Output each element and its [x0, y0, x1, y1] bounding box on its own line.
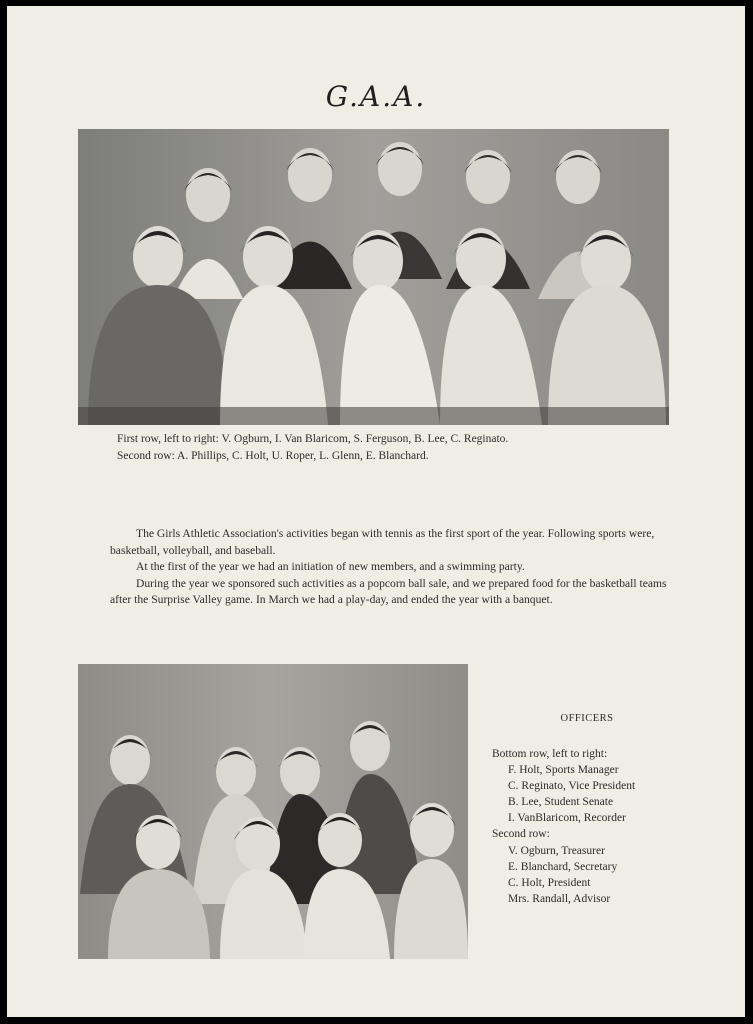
- officers-list: [492, 746, 635, 907]
- second-row-label: Second row:: [492, 828, 550, 841]
- officer-entry: F. Holt, Sports Manager: [508, 764, 619, 777]
- photo-caption: [117, 431, 508, 465]
- caption-second-row: Second row: A. Phillips, C. Holt, U. Roper, L. Glenn, E. Blanchard.: [117, 450, 429, 462]
- officer-entry: E. Blanchard, Secretary: [508, 860, 618, 873]
- activities-paragraphs: [110, 526, 670, 609]
- page-title: G.A.A.: [325, 80, 427, 113]
- caption-first-row: First row, left to right: V. Ogburn, I. Van Blaricom, S. Ferguson, B. Lee, C. Reginato.: [117, 433, 509, 445]
- bottom-row-label: Bottom row, left to right:: [492, 748, 608, 760]
- officer-entry: I. VanBlaricom, Recorder: [508, 812, 626, 825]
- paragraph: At the first of the year we had an initiation of new members, and a swimming party.: [136, 560, 525, 573]
- officers-heading: OFFICERS: [560, 713, 614, 724]
- officer-entry: V. Ogburn, Treasurer: [508, 844, 605, 857]
- yearbook-page: [7, 6, 745, 1017]
- group-photo-members: [78, 129, 669, 425]
- paragraph: The Girls Athletic Association's activities began with tennis as the first sport of the year. Following sports were, basketball, volleyball, and baseball.: [110, 527, 655, 557]
- officer-entry: B. Lee, Student Senate: [508, 796, 614, 809]
- paragraph: During the year we sponsored such activities as a popcorn ball sale, and we prepared food for the basketball teams after the Surprise Valley game. In March we had a play-day, and ended the year with a banquet.: [110, 576, 667, 606]
- officer-entry: Mrs. Randall, Advisor: [508, 892, 611, 905]
- group-photo-officers: [78, 664, 468, 959]
- officer-entry: C. Reginato, Vice President: [508, 780, 636, 793]
- officer-entry: C. Holt, President: [508, 876, 591, 889]
